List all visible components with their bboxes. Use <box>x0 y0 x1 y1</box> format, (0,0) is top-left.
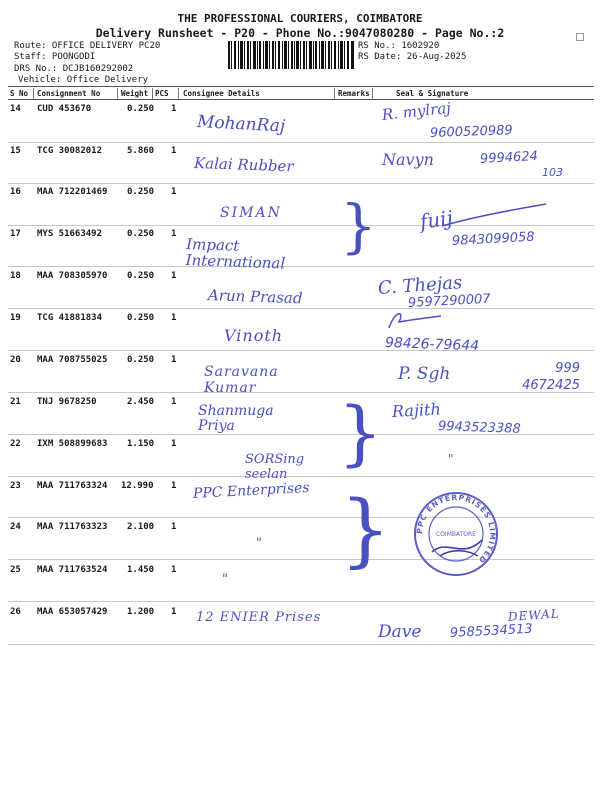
weight-cell: 1.150 <box>127 439 155 449</box>
rs-number: RS No.: 1602920 <box>358 41 440 51</box>
consignee-handwriting: Vinoth <box>224 326 284 345</box>
col-sno: S No <box>10 89 29 98</box>
consignment-cell: TNJ 9678250 <box>37 397 97 407</box>
signature: R. mylraj <box>381 98 452 124</box>
vehicle-label: Vehicle: Office Delivery <box>18 75 149 85</box>
company-seal-icon <box>412 490 500 578</box>
row-divider <box>8 559 594 560</box>
phone-handwriting: 103 <box>542 166 563 179</box>
consignment-cell: MAA 711763324 <box>37 481 108 491</box>
barcode-icon <box>228 41 354 69</box>
consignment-cell: MAA 653057429 <box>37 607 108 617</box>
consignee-handwriting: Kalai Rubber <box>193 154 294 176</box>
sno-cell: 26 <box>10 607 21 617</box>
route-label: Route: OFFICE DELIVERY PC20 <box>14 41 161 51</box>
row-divider <box>8 350 594 351</box>
consignee-handwriting: SIMAN <box>220 205 282 221</box>
weight-cell: 0.250 <box>127 104 155 114</box>
pcs-cell: 1 <box>171 439 177 449</box>
col-remarks: Remarks <box>338 89 370 98</box>
col-seal: Seal & Signature <box>396 89 469 98</box>
pcs-cell: 1 <box>171 229 177 239</box>
consignee-handwriting: MohanRaj <box>196 112 286 137</box>
ditto-mark: " <box>222 572 228 587</box>
col-divider <box>117 88 118 99</box>
sno-cell: 20 <box>10 355 21 365</box>
pcs-cell: 1 <box>171 355 177 365</box>
sno-cell: 16 <box>10 187 21 197</box>
signature: Rajith <box>391 399 442 421</box>
consignment-cell: MYS 51663492 <box>37 229 103 239</box>
pcs-cell: 1 <box>171 522 177 532</box>
row-divider <box>8 308 594 309</box>
ditto-mark: " <box>256 536 262 551</box>
phone-handwriting: 9943523388 <box>437 419 521 437</box>
weight-cell: 1.450 <box>127 565 155 575</box>
consignment-cell: MAA 711763524 <box>37 565 108 575</box>
pcs-cell: 1 <box>171 481 177 491</box>
sno-cell: 21 <box>10 397 21 407</box>
corner-mark <box>576 33 584 41</box>
consignee-handwriting: Saravana Kumar <box>204 364 279 396</box>
company-title: THE PROFESSIONAL COURIERS, COIMBATORE <box>177 12 423 25</box>
pcs-cell: 1 <box>171 565 177 575</box>
consignment-cell: MAA 712201469 <box>37 187 108 197</box>
col-divider <box>372 88 373 99</box>
svg-text:COIMBATORE: COIMBATORE <box>436 531 476 538</box>
col-divider <box>334 88 335 99</box>
phone-handwriting: 9994624 <box>479 148 539 167</box>
signature: DEWAL <box>507 606 561 624</box>
col-divider <box>152 88 153 99</box>
pcs-cell: 1 <box>171 104 177 114</box>
col-consignment: Consignment No <box>37 89 101 98</box>
consignment-cell: MAA 708755025 <box>37 355 108 365</box>
phone-handwriting: 9585534513 <box>449 621 533 641</box>
pcs-cell: 1 <box>171 271 177 281</box>
brace-mark: } <box>340 483 391 576</box>
weight-cell: 0.250 <box>127 187 155 197</box>
signature: P. Sgh <box>398 364 451 384</box>
row-divider <box>8 517 594 518</box>
svg-text:PPC ENTERPRISES LIMITED: PPC ENTERPRISES LIMITED <box>414 492 498 566</box>
rs-date: RS Date: 26-Aug-2025 <box>358 52 467 62</box>
phone-handwriting: 9597290007 <box>407 291 491 311</box>
consignee-handwriting: Shanmuga Priya <box>198 403 274 434</box>
drs-label: DRS No.: DCJB160292002 <box>14 64 134 74</box>
staff-label: Staff: POONGODI <box>14 52 96 62</box>
pcs-cell: 1 <box>171 146 177 156</box>
table-top-rule <box>8 86 594 87</box>
row-divider <box>8 183 594 184</box>
consignee-handwriting: 12 ENIER Prises <box>196 610 322 625</box>
phone-handwriting: 9600520989 <box>429 123 513 141</box>
weight-cell: 0.250 <box>127 229 155 239</box>
signature-stroke <box>440 200 550 230</box>
col-divider <box>33 88 34 99</box>
weight-cell: 0.250 <box>127 313 155 323</box>
weight-cell: 2.100 <box>127 522 155 532</box>
signature: Dave <box>378 622 422 642</box>
pcs-cell: 1 <box>171 607 177 617</box>
sno-cell: 25 <box>10 565 21 575</box>
weight-cell: 0.250 <box>127 355 155 365</box>
consignment-cell: MAA 708305970 <box>37 271 108 281</box>
sno-cell: 15 <box>10 146 21 156</box>
weight-cell: 2.450 <box>127 397 155 407</box>
consignment-cell: MAA 711763323 <box>37 522 108 532</box>
sno-cell: 14 <box>10 104 21 114</box>
brace-mark: } <box>338 392 383 474</box>
consignment-cell: IXM 508899683 <box>37 439 108 449</box>
phone-handwriting: 98426-79644 <box>384 335 480 355</box>
sno-cell: 22 <box>10 439 21 449</box>
row-divider <box>8 142 594 143</box>
weight-cell: 12.990 <box>121 481 154 491</box>
pcs-cell: 1 <box>171 397 177 407</box>
sno-cell: 17 <box>10 229 21 239</box>
pcs-cell: 1 <box>171 187 177 197</box>
row-divider <box>8 644 594 645</box>
weight-cell: 1.200 <box>127 607 155 617</box>
signature: C. Thejas <box>377 272 463 299</box>
consignee-handwriting: Impact International <box>185 235 286 273</box>
ditto-mark: " <box>448 452 454 466</box>
table-header-rule <box>8 99 594 100</box>
col-consignee: Consignee Details <box>183 89 260 98</box>
phone-handwriting: 9843099058 <box>451 229 535 249</box>
consignee-handwriting: SORSing seelan <box>245 452 305 482</box>
signature: Navyn <box>382 150 434 169</box>
weight-cell: 5.860 <box>127 146 155 156</box>
signature-stroke <box>385 308 445 332</box>
row-divider <box>8 601 594 602</box>
pcs-cell: 1 <box>171 313 177 323</box>
runsheet-subtitle: Delivery Runsheet - P20 - Phone No.:9047080280 - Page No.:2 <box>95 26 505 40</box>
sno-cell: 18 <box>10 271 21 281</box>
consignee-handwriting: PPC Enterprises <box>192 479 310 502</box>
consignee-handwriting: Arun Prasad <box>207 286 303 308</box>
signature: fuij <box>418 205 455 234</box>
sno-cell: 24 <box>10 522 21 532</box>
weight-cell: 0.250 <box>127 271 155 281</box>
consignment-cell: TCG 41881834 <box>37 313 103 323</box>
col-divider <box>178 88 179 99</box>
col-weight: Weight <box>121 89 149 98</box>
brace-mark: } <box>340 192 377 260</box>
sno-cell: 23 <box>10 481 21 491</box>
consignment-cell: TCG 30082012 <box>37 146 103 156</box>
col-pcs: PCS <box>155 89 169 98</box>
consignment-cell: CUD 453670 <box>37 104 92 114</box>
sno-cell: 19 <box>10 313 21 323</box>
phone-handwriting: 999 4672425 <box>522 361 580 393</box>
